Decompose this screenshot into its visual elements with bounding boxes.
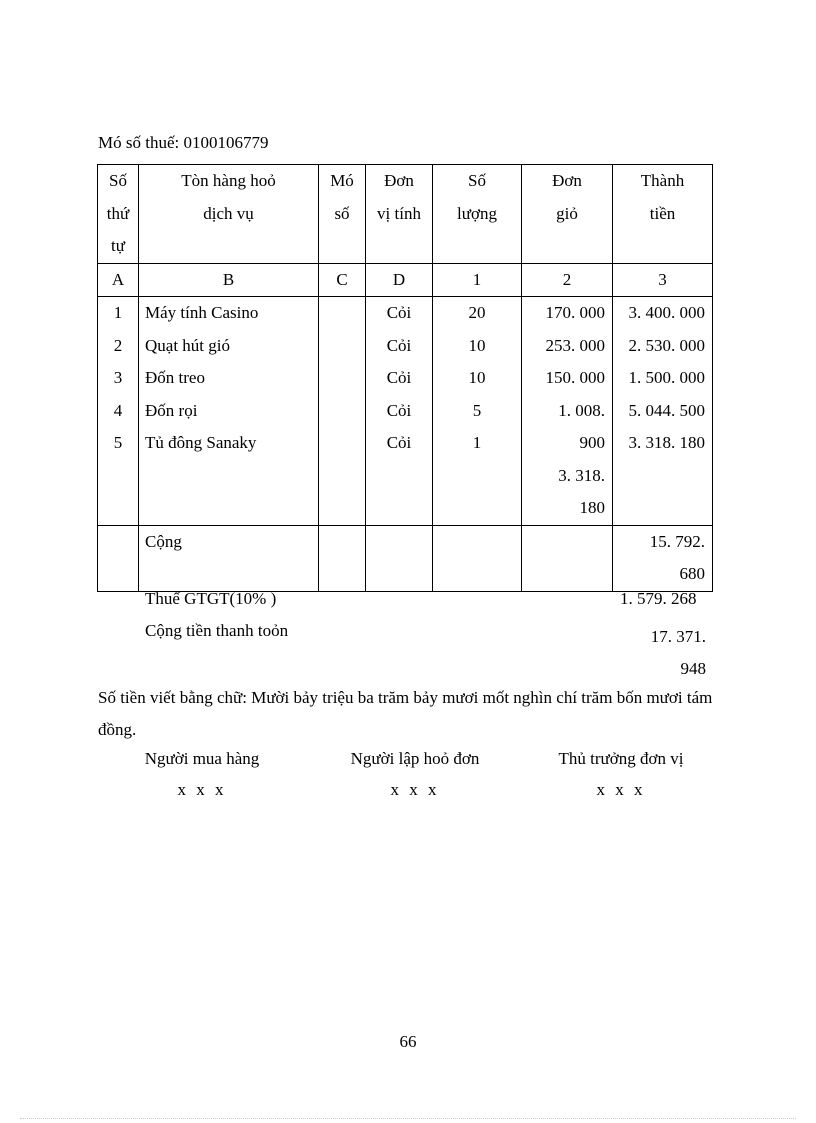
- header-qty: Số lượng: [433, 165, 522, 264]
- sum-row: [98, 525, 713, 591]
- vat-label: Thuế GTGT(10% ): [145, 589, 277, 608]
- sum-value: 15. 792. 680: [613, 525, 713, 591]
- signature-invoice-maker: [305, 749, 525, 800]
- grand-total-label: Cộng tiền thanh toỏn: [145, 621, 289, 640]
- header-stt: Số thứ tự: [98, 165, 139, 264]
- letter-cell: D: [366, 263, 433, 297]
- vat-value: 1. 579. 268: [620, 589, 697, 608]
- item-price-column: 170. 000 253. 000 150. 000 1. 008. 900 3. 318. 180: [522, 297, 613, 526]
- item-unit-column: Cỏi Cỏi Cỏi Cỏi Cỏi: [366, 297, 433, 526]
- item-qty-column: 20 10 10 5 1: [433, 297, 522, 526]
- letter-cell: 1: [433, 263, 522, 297]
- header-row: [98, 165, 713, 264]
- item-name-column: Máy tính Casino Quạt hút gió Đốn treo Đốn rọi Tủ đông Sanaky: [139, 297, 319, 526]
- signature-mark: x x x: [596, 780, 646, 799]
- page-footer-divider: [20, 1118, 796, 1119]
- header-unit: Đơn vị tính: [366, 165, 433, 264]
- sum-label: Cộng: [139, 525, 319, 591]
- letter-cell: A: [98, 263, 139, 297]
- signature-mark: x x x: [390, 780, 440, 799]
- signature-buyer: [92, 749, 312, 800]
- letter-cell: C: [319, 263, 366, 297]
- header-code: Mó số: [319, 165, 366, 264]
- header-name: Tòn hàng hoỏ dịch vụ: [139, 165, 319, 264]
- item-stt-column: 1 2 3 4 5: [98, 297, 139, 526]
- signature-title: Người mua hàng: [144, 749, 260, 768]
- letter-cell: 3: [613, 263, 713, 297]
- invoice-table: [97, 164, 713, 592]
- signature-mark: x x x: [177, 780, 227, 799]
- signature-title: Thủ trưởng đơn vị: [558, 749, 684, 768]
- page-number: 66: [399, 1032, 417, 1051]
- grand-total-value: 17. 371. 948: [650, 627, 706, 678]
- tax-code: Mó số thuế: 0100106779: [98, 133, 269, 152]
- header-total: Thành tiền: [613, 165, 713, 264]
- letter-cell: B: [139, 263, 319, 297]
- header-price: Đơn giỏ: [522, 165, 613, 264]
- letter-cell: 2: [522, 263, 613, 297]
- amount-in-words: Số tiền viết bằng chữ: Mười bảy triệu ba trăm bảy mươi mốt nghìn chí trăm bốn mươi tám đồng.: [98, 688, 713, 739]
- letter-row: [98, 263, 713, 297]
- items-row: [98, 297, 713, 526]
- item-code-column: [319, 297, 366, 526]
- signature-title: Người lập hoỏ đơn: [350, 749, 480, 768]
- signature-unit-head: [511, 749, 731, 800]
- item-total-column: 3. 400. 000 2. 530. 000 1. 500. 000 5. 044. 500 3. 318. 180: [613, 297, 713, 526]
